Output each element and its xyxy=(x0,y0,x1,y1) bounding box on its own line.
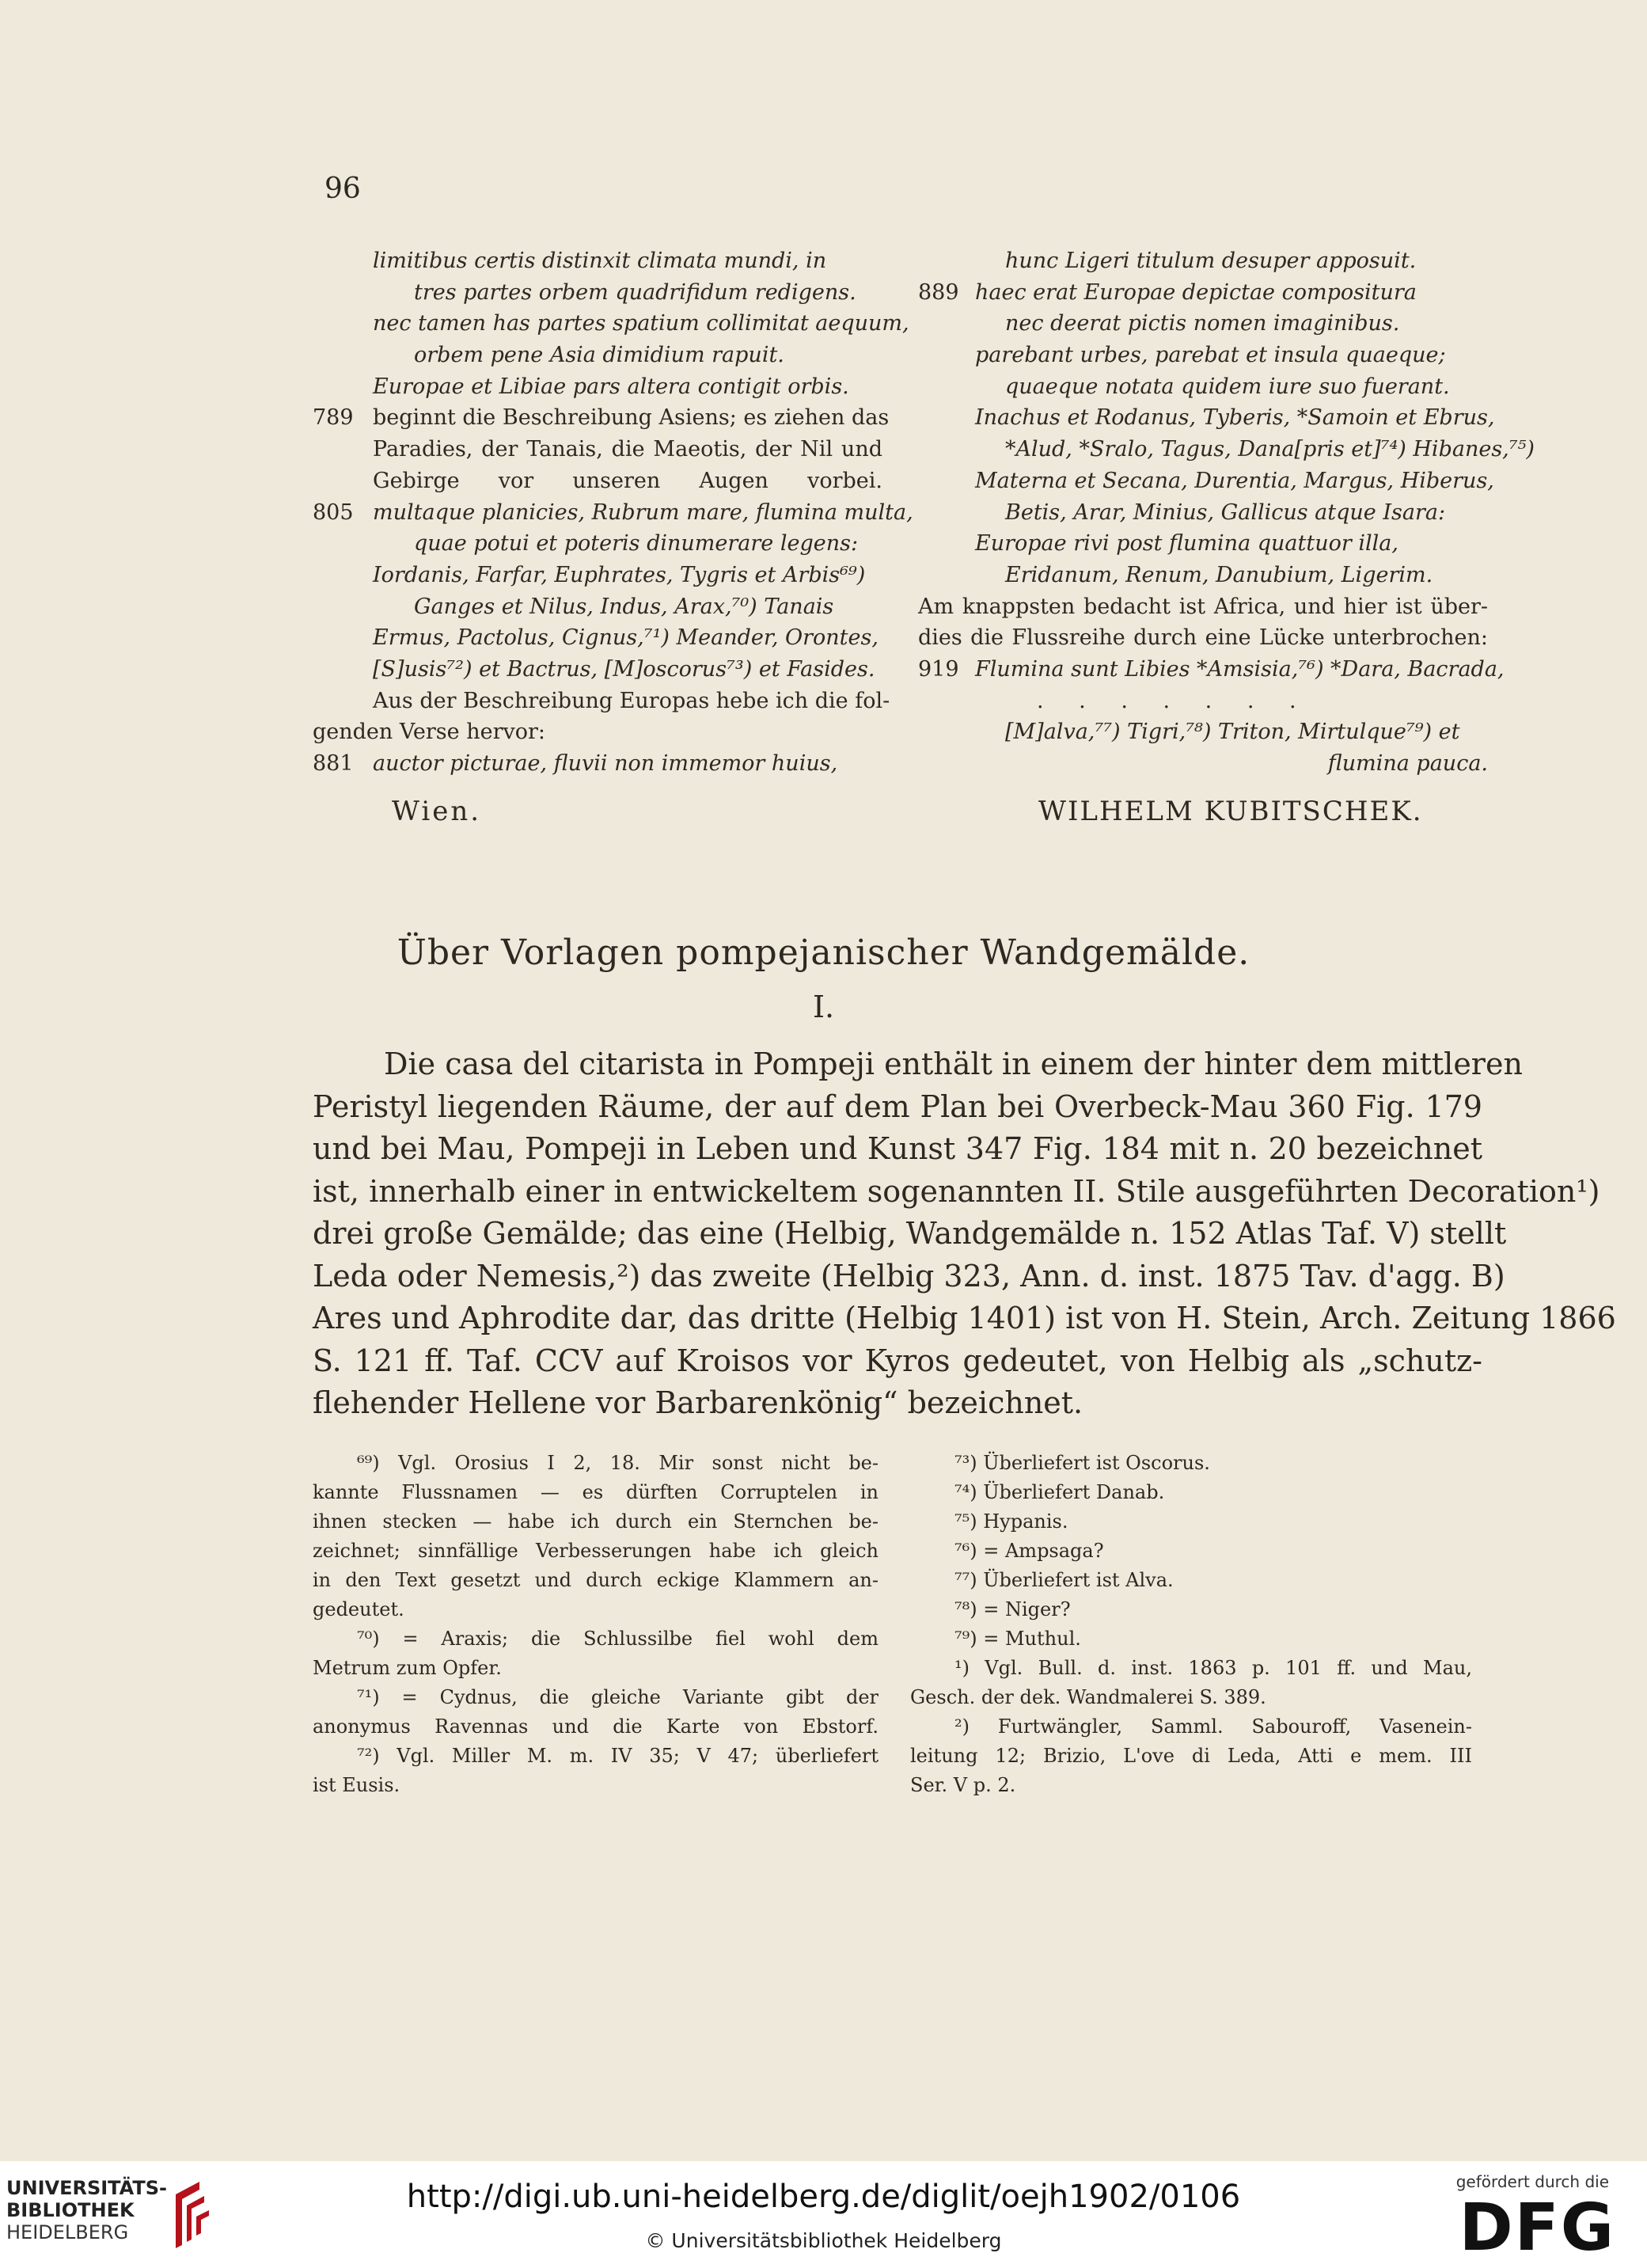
left-column-line xyxy=(313,434,882,465)
right-column-line xyxy=(918,277,1488,309)
article-title: Über Vorlagen pompejanischer Wandgemälde. xyxy=(397,933,1250,973)
footnote-line: ⁷⁶) = Ampsaga? xyxy=(954,1540,1104,1562)
left-column-text: Aus der Beschreibung Europas hebe ich die fol- xyxy=(373,688,890,713)
right-column-text: [M]alva,⁷⁷) Tigri,⁷⁸) Triton, Mirtulque⁷⁹) et xyxy=(1005,720,1460,745)
left-column-text: Gebirge vor unseren Augen vorbei. xyxy=(373,468,882,493)
right-column-text: Betis, Arar, Minius, Gallicus atque Isara: xyxy=(1005,500,1446,525)
verse-number: 889 xyxy=(918,279,959,305)
left-column-text: multaque planicies, Rubrum mare, flumina multa, xyxy=(373,500,913,525)
right-column-text: haec erat Europae depictae compositura xyxy=(975,279,1417,305)
section-number: I. xyxy=(812,990,835,1024)
right-column-text: quaeque notata quidem iure suo fuerant. xyxy=(1005,374,1450,399)
left-column-line xyxy=(313,560,882,591)
left-column-line xyxy=(313,528,882,560)
place-name: Wien. xyxy=(392,796,482,827)
left-column-text: nec tamen has partes spatium collimitat aequum, xyxy=(373,311,909,336)
right-column-line xyxy=(918,371,1488,403)
footnote-line: ⁷⁸) = Niger? xyxy=(954,1598,1071,1620)
left-column-text: orbem pene Asia dimidium rapuit. xyxy=(414,343,784,368)
left-column-line xyxy=(313,340,882,371)
footnote-line: leitung 12; Brizio, L'ove di Leda, Atti e mem. III xyxy=(910,1745,1472,1767)
article-line: Ares und Aphrodite dar, das dritte (Helbig 1401) ist von H. Stein, Arch. Zeitung 1866 xyxy=(313,1301,1616,1335)
left-column-line xyxy=(313,497,913,529)
right-column-text: nec deerat pictis nomen imaginibus. xyxy=(1005,311,1400,336)
footnote-line: ⁷⁰) = Araxis; die Schlussilbe fiel wohl dem xyxy=(357,1628,879,1650)
right-column-text: Flumina sunt Libies *Amsisia,⁷⁶) *Dara, Bacrada, xyxy=(975,656,1505,682)
footnote-line: ist Eusis. xyxy=(313,1774,400,1796)
right-column-line xyxy=(918,654,1505,686)
footnote-line: zeichnet; sinnfällige Verbesserungen habe ich gleich xyxy=(313,1540,879,1562)
left-column-text: [S]usis⁷²) et Bactrus, [M]oscorus⁷³) et Fasides. xyxy=(373,656,875,682)
right-column-line xyxy=(918,748,1488,780)
left-column-line xyxy=(313,371,882,403)
page-number: 96 xyxy=(324,173,361,205)
right-column-text: . . . . . . . xyxy=(1037,688,1311,713)
article-line: drei große Gemälde; das eine (Helbig, Wandgemälde n. 152 Atlas Taf. V) stellt xyxy=(313,1216,1507,1251)
right-column-line xyxy=(918,340,1488,371)
right-column-text: parebant urbes, parebat et insula quaeque; xyxy=(975,343,1446,368)
left-column-line xyxy=(313,277,882,309)
left-column-line xyxy=(313,245,882,277)
author-signature: WILHELM KUBITSCHEK. xyxy=(1038,796,1423,827)
article-line: Leda oder Nemesis,²) das zweite (Helbig 323, Ann. d. inst. 1875 Tav. d'agg. B) xyxy=(313,1258,1505,1294)
right-column-text: Materna et Secana, Durentia, Margus, Hiberus, xyxy=(975,468,1494,493)
verse-number: 919 xyxy=(918,656,959,682)
right-column-line xyxy=(918,434,1535,465)
left-column-text: Ermus, Pactolus, Cignus,⁷¹) Meander, Orontes, xyxy=(373,625,879,651)
right-column-line xyxy=(918,465,1494,497)
left-column-text: beginnt die Beschreibung Asiens; es ziehen das xyxy=(373,405,890,431)
footnote-line: ⁷¹) = Cydnus, die gleiche Variante gibt der xyxy=(357,1686,879,1708)
right-column-text: flumina pauca. xyxy=(1327,751,1488,776)
left-column-line xyxy=(313,748,882,780)
verse-number: 789 xyxy=(313,405,354,431)
copyright-notice: © Universitätsbibliothek Heidelberg xyxy=(645,2229,1002,2252)
left-column-text: Europae et Libiae pars altera contigit orbis. xyxy=(373,374,849,399)
right-column-text: Eridanum, Renum, Danubium, Ligerim. xyxy=(1005,562,1433,587)
article-body xyxy=(313,1043,1616,1425)
left-column-text: tres partes orbem quadrifidum redigens. xyxy=(414,279,856,305)
verse-number: 881 xyxy=(313,751,354,776)
footnote-line: ⁷⁴) Überliefert Danab. xyxy=(954,1481,1165,1503)
article-line: und bei Mau, Pompeji in Leben und Kunst 347 Fig. 184 mit n. 20 bezeichnet xyxy=(313,1131,1482,1166)
article-line: Die casa del citarista in Pompeji enthält in einem der hinter dem mittleren xyxy=(384,1047,1523,1081)
left-column-text: Iordanis, Farfar, Euphrates, Tygris et Arbis⁶⁹) xyxy=(373,562,866,587)
article-line: flehender Hellene vor Barbarenkönig“ bezeichnet. xyxy=(313,1385,1083,1420)
dfg-logo[interactable]: DFG xyxy=(1459,2190,1615,2266)
left-column xyxy=(313,245,913,780)
footnote-line: ⁷³) Überliefert ist Oscorus. xyxy=(954,1452,1210,1474)
footnote-line: ¹) Vgl. Bull. d. inst. 1863 p. 101 ff. und Mau, xyxy=(954,1657,1472,1679)
right-column-line xyxy=(918,497,1488,529)
right-column-text: Europae rivi post flumina quattuor illa, xyxy=(975,531,1398,557)
left-column-text: Ganges et Nilus, Indus, Arax,⁷⁰) Tanais xyxy=(414,594,834,619)
footnote-line: ⁷⁵) Hypanis. xyxy=(954,1510,1068,1533)
left-column-text: genden Verse hervor: xyxy=(313,720,545,745)
sponsor-caption: gefördert durch die xyxy=(1455,2172,1609,2191)
library-name-line3: HEIDELBERG xyxy=(6,2221,129,2243)
right-column-line xyxy=(918,591,1488,623)
right-column-text: *Alud, *Sralo, Tagus, Dana[pris et]⁷⁴) Hibanes,⁷⁵) xyxy=(1005,437,1535,462)
article-line: S. 121 ff. Taf. CCV auf Kroisos vor Kyros gedeutet, von Helbig als „schutz- xyxy=(313,1343,1482,1378)
right-column-text: Inachus et Rodanus, Tyberis, *Samoin et Ebrus, xyxy=(975,405,1495,431)
footnote-line: gedeutet. xyxy=(313,1598,404,1620)
footnote-line: ihnen stecken — habe ich durch ein Sternchen be- xyxy=(313,1510,879,1533)
left-column-line xyxy=(313,465,882,497)
footnote-line: kannte Flussnamen — es dürften Corruptelen in xyxy=(313,1481,879,1503)
footnote-line: ⁷²) Vgl. Miller M. m. IV 35; V 47; überliefert xyxy=(357,1745,879,1767)
right-column-line xyxy=(918,686,1488,717)
footnote-line: Ser. V p. 2. xyxy=(910,1774,1016,1796)
right-column-line xyxy=(918,716,1488,748)
footnote-line: in den Text gesetzt und durch eckige Klammern an- xyxy=(313,1569,879,1591)
library-name-line2: BIBLIOTHEK xyxy=(6,2199,135,2221)
footnote-line: ⁶⁹) Vgl. Orosius I 2, 18. Mir sonst nicht be- xyxy=(357,1452,879,1474)
right-column xyxy=(918,245,1535,780)
footnote-line: Metrum zum Opfer. xyxy=(313,1657,502,1679)
footnotes-left xyxy=(313,1449,879,1800)
left-column-line xyxy=(313,591,882,623)
viewer-footer xyxy=(0,2161,1647,2268)
right-column-line xyxy=(918,308,1488,340)
left-column-line xyxy=(313,654,882,686)
footnote-line: ⁷⁹) = Muthul. xyxy=(954,1628,1081,1650)
left-column-text: auctor picturae, fluvii non immemor huius, xyxy=(373,751,838,776)
left-column-line xyxy=(313,308,909,340)
left-column-line xyxy=(313,686,890,717)
right-column-line xyxy=(918,402,1495,434)
permalink-url[interactable]: http://digi.ub.uni-heidelberg.de/diglit/oejh1902/0106 xyxy=(406,2179,1241,2215)
footnote-line: Gesch. der dek. Wandmalerei S. 389. xyxy=(910,1686,1266,1708)
article-line: ist, innerhalb einer in entwickeltem sogenannten II. Stile ausgeführten Decoration¹) xyxy=(313,1173,1600,1209)
verse-number: 805 xyxy=(313,500,354,525)
article-line: Peristyl liegenden Räume, der auf dem Plan bei Overbeck-Mau 360 Fig. 179 xyxy=(313,1088,1482,1124)
right-column-line xyxy=(918,622,1488,654)
right-column-line xyxy=(918,245,1488,277)
left-column-line xyxy=(313,622,882,654)
footnote-line: anonymus Ravennas und die Karte von Ebstorf. xyxy=(313,1715,879,1738)
left-column-text: limitibus certis distinxit climata mundi, in xyxy=(373,249,827,273)
left-column-line xyxy=(313,716,882,748)
right-column-line xyxy=(918,528,1488,560)
left-column-text: Paradies, der Tanais, die Maeotis, der Nil und xyxy=(373,437,882,462)
footnotes-right xyxy=(910,1449,1472,1800)
right-column-text: hunc Ligeri titulum desuper apposuit. xyxy=(1005,249,1417,273)
right-column-text: Am knappsten bedacht ist Africa, und hier ist über- xyxy=(918,594,1488,619)
footnote-line: ⁷⁷) Überliefert ist Alva. xyxy=(954,1569,1174,1591)
left-column-text: quae potui et poteris dinumerare legens: xyxy=(414,531,859,557)
right-column-line xyxy=(918,560,1488,591)
left-column-line xyxy=(313,402,890,434)
right-column-text: dies die Flussreihe durch eine Lücke unterbrochen: xyxy=(918,625,1488,651)
footnote-line: ²) Furtwängler, Samml. Sabouroff, Vasenein- xyxy=(954,1715,1472,1738)
library-name-line1: UNIVERSITÄTS- xyxy=(6,2177,168,2199)
